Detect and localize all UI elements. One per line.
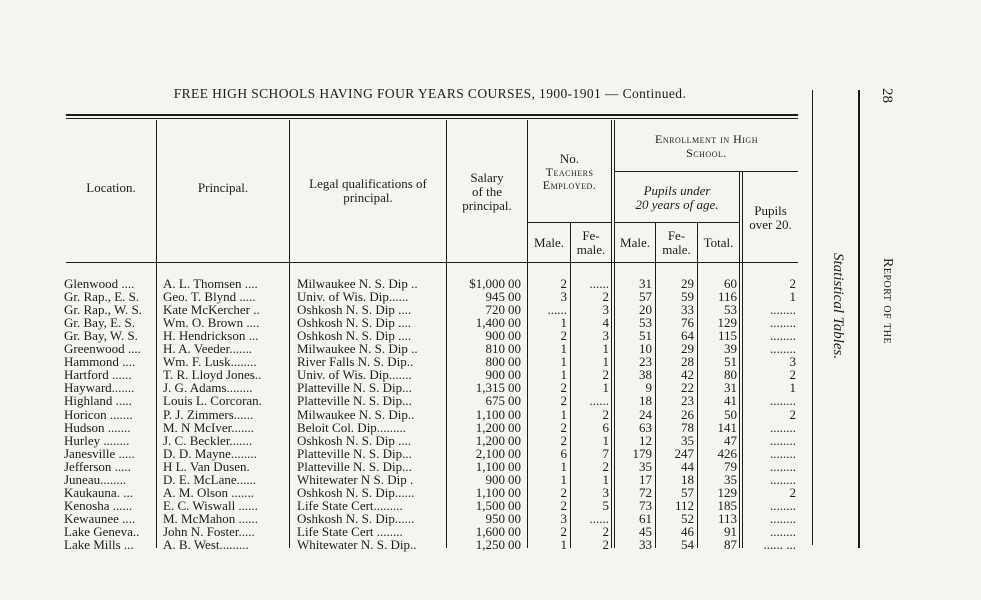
cell-cents: 00 [508,458,521,474]
cell-total: 141 [717,419,737,435]
cell-cents: 00 [508,393,521,409]
cell-t-male: 1 [560,315,567,331]
cell-over20: 2 [789,276,796,291]
cell-cents: 00 [508,341,521,357]
header-legal-2: principal. [343,190,393,205]
cell-total: 31 [724,380,737,396]
cell-t-female: 2 [602,367,609,383]
cell-total: 426 [717,445,737,461]
header-salary-3: principal. [462,198,512,213]
cell-p-female: 29 [681,276,694,291]
header-pupils-female-1: Fe- [667,228,686,243]
cell-total: 113 [717,510,737,526]
cell-t-male: 2 [560,380,567,396]
cell-t-female: 3 [602,328,609,344]
cell-t-male: 2 [560,484,567,500]
cell-p-female: 112 [674,497,694,513]
cell-qualification: Platteville N. S. Dip... [297,393,412,409]
cell-t-female: 3 [602,484,609,500]
header-pupils-total: Total. [703,235,734,250]
cell-t-male: 3 [560,289,567,305]
cell-cents: 00 [508,289,521,305]
cell-total: 79 [724,458,737,474]
cell-over20: ........ [770,432,796,448]
cell-total: 129 [717,484,737,500]
cell-t-female: ...... [589,510,609,526]
cell-salary: 1,500 [475,497,505,513]
cell-cents: 00 [508,302,521,318]
cell-principal: E. C. Wiswall ...... [163,497,258,513]
cell-over20: ........ [770,524,796,539]
cell-qualification: Platteville N. S. Dip... [297,445,412,461]
cell-t-female: 7 [602,445,609,461]
cell-total: 60 [724,276,737,291]
cell-qualification: Platteville N. S. Dip... [297,458,412,474]
cell-total: 35 [724,471,737,487]
cell-t-female: 3 [602,302,609,318]
cell-salary: 1,200 [475,432,505,448]
header-teachers-female-2: male. [576,242,606,257]
cell-t-female: 2 [602,406,609,422]
cell-t-male: ...... [547,302,567,318]
cell-cents: 00 [508,419,521,435]
cell-t-male: 1 [560,354,567,370]
cell-principal: Wm. F. Lusk........ [163,354,257,370]
cell-total: 53 [724,302,737,318]
cell-principal: A. M. Olson ....... [163,484,255,500]
cell-p-male: 61 [639,510,652,526]
cell-qualification: Milwaukee N. S. Dip .. [297,276,418,291]
rule-teachers-sub [528,222,611,223]
cell-qualification: Oshkosh N. S. Dip...... [297,510,415,526]
cell-p-female: 23 [681,393,694,409]
cell-t-male: 2 [560,524,567,539]
cell-over20: ........ [770,393,796,409]
cell-over20: ........ [770,341,796,357]
cell-salary: 810 [485,341,505,357]
cell-principal: J. G. Adams........ [163,380,253,396]
cell-t-male: 2 [560,432,567,448]
cell-over20: ........ [770,445,796,461]
cell-principal: John N. Foster..... [163,524,255,539]
cell-p-male: 179 [632,445,652,461]
cell-over20: ........ [770,458,796,474]
cell-p-male: 35 [639,458,652,474]
cell-principal: A. L. Thomsen .... [163,276,258,291]
rule-right-inner [812,90,813,545]
cell-qualification: Univ. of Wis. Dip....... [297,367,412,383]
cell-over20: 1 [789,289,796,305]
cell-cents: 00 [508,354,521,370]
cell-p-male: 51 [639,328,652,344]
cell-p-male: 12 [639,432,652,448]
cell-principal: M. N McIver....... [163,419,254,435]
cell-p-female: 64 [681,328,694,344]
cell-p-female: 29 [681,341,694,357]
cell-p-male: 57 [639,289,652,305]
cell-salary: 720 [485,302,505,318]
cell-principal: D. D. Mayne........ [163,445,257,461]
cell-total: 115 [717,328,737,344]
cell-qualification: Univ. of Wis. Dip...... [297,289,409,305]
side-title-statistical: Statistical Tables. [830,253,846,360]
cell-t-male: 2 [560,393,567,409]
cell-qualification: Life State Cert......... [297,497,403,513]
cell-cents: 00 [508,484,521,500]
header-pupils-male: Male. [620,235,650,250]
cell-location: Hurley ........ [64,432,130,448]
cell-p-female: 247 [674,445,694,461]
header-teachers-3: Employed. [542,178,597,192]
cell-t-male: 2 [560,419,567,435]
cell-t-female: 2 [602,458,609,474]
side-title-report: Report of the [880,258,895,345]
cell-qualification: Platteville N. S. Dip... [297,380,412,396]
cell-t-male: 1 [560,341,567,357]
cell-over20: ........ [770,471,796,487]
cell-p-female: 52 [681,510,694,526]
cell-total: 47 [724,432,737,448]
cell-p-female: 35 [681,432,694,448]
cell-cents: 00 [508,497,521,513]
cell-p-female: 26 [681,406,694,422]
cell-qualification: Milwaukee N. S. Dip.. [297,406,415,422]
cell-p-male: 20 [639,302,652,318]
cell-salary: 900 [485,367,505,383]
cell-p-female: 59 [681,289,694,305]
cell-over20: ........ [770,419,796,435]
cell-location: Kenosha ...... [64,497,133,513]
cell-location: Kaukauna. ... [64,484,133,500]
cell-salary: 1,600 [475,524,505,539]
rule-right-outer [858,90,860,548]
cell-qualification: Oshkosh N. S. Dip .... [297,302,412,318]
cell-p-female: 44 [681,458,694,474]
cell-t-female: 6 [602,419,609,435]
cell-p-male: 63 [639,419,652,435]
cell-over20: ........ [770,315,796,331]
cell-salary: 1,200 [475,419,505,435]
cell-location: Highland ..... [64,393,132,409]
cell-t-female: ...... [589,276,609,291]
cell-t-female: 5 [602,497,609,513]
cell-location: Glenwood .... [64,276,135,291]
cell-p-male: 10 [639,341,652,357]
cell-p-female: 42 [681,367,694,383]
cell-qualification: River Falls N. S. Dip.. [297,354,414,370]
cell-total: 51 [724,354,737,370]
cell-t-male: 1 [560,406,567,422]
cell-total: 80 [724,367,737,383]
cell-t-female: 1 [602,354,609,370]
header-teachers-female-1: Fe- [582,228,600,243]
cell-location: Kewaunee .... [64,510,136,526]
cell-total: 50 [724,406,737,422]
cell-p-male: 9 [645,380,652,396]
cell-p-male: 45 [639,524,652,539]
cell-t-male: 2 [560,276,567,291]
cell-over20: ...... ... [763,537,796,552]
cell-salary: 2,100 [475,445,505,461]
table-title: FREE HIGH SCHOOLS HAVING FOUR YEARS COURSES, 1900-1901 — Continued. [173,86,687,101]
cell-location: Gr. Rap., W. S. [64,302,143,318]
cell-principal: Kate McKercher .. [163,302,260,318]
cell-cents: 00 [508,524,521,539]
cell-p-male: 53 [639,315,652,331]
col-rule [611,120,612,548]
cell-location: Greenwood .... [64,341,141,357]
cell-p-female: 18 [681,471,694,487]
cell-qualification: Oshkosh N. S. Dip .... [297,315,412,331]
cell-t-female: 2 [602,524,609,539]
cell-t-male: 2 [560,497,567,513]
cell-cents: 00 [508,471,521,487]
cell-location: Horicon ....... [64,406,133,422]
header-teachers-male: Male. [534,235,564,250]
header-salary-1: Salary [470,170,504,185]
cell-principal: Wm. O. Brown .... [163,315,260,331]
cell-p-female: 28 [681,354,694,370]
cell-p-female: 33 [681,302,694,318]
cell-qualification: Whitewater N. S. Dip.. [297,537,417,552]
cell-total: 87 [724,537,737,552]
header-enrollment-2: School. [686,146,727,160]
header-salary-2: of the [472,184,502,199]
cell-p-male: 23 [639,354,652,370]
cell-principal: H. Hendrickson ... [163,328,259,344]
cell-qualification: Beloit Col. Dip......... [297,419,407,435]
cell-t-female: 1 [602,341,609,357]
cell-t-female: 2 [602,537,609,552]
cell-p-male: 33 [639,537,652,552]
cell-p-female: 54 [681,537,694,552]
cell-principal: J. C. Beckler....... [163,432,253,448]
cell-p-female: 78 [681,419,694,435]
cell-location: Juneau........ [64,471,127,487]
header-legal-1: Legal qualifications of [309,176,427,191]
cell-salary: 675 [485,393,505,409]
cell-salary: 900 [485,328,505,344]
cell-principal: A. B. West......... [163,537,249,552]
cell-location: Jefferson ..... [64,458,131,474]
cell-t-female: ...... [589,393,609,409]
cell-principal: M. McMahon ...... [163,510,258,526]
cell-p-female: 76 [681,315,694,331]
cell-t-male: 3 [560,510,567,526]
cell-qualification: Milwaukee N. S. Dip .. [297,341,418,357]
header-under20-2: 20 years of age. [635,197,719,212]
cell-p-male: 72 [639,484,652,500]
header-pupils-female-2: male. [662,242,691,257]
cell-t-female: 1 [602,380,609,396]
cell-total: 129 [717,315,737,331]
cell-cents: 00 [508,380,521,396]
cell-cents: 00 [508,276,521,291]
cell-cents: 00 [508,315,521,331]
cell-t-male: 6 [560,445,567,461]
cell-location: Lake Mills ... [64,537,134,552]
cell-cents: 00 [508,445,521,461]
cell-total: 41 [724,393,737,409]
cell-location: Janesville ..... [64,445,135,461]
cell-salary: 1,315 [475,380,505,396]
cell-cents: 00 [508,367,521,383]
rule-top-2 [66,118,798,119]
header-teachers-1: No. [559,151,580,166]
cell-location: Lake Geneva.. [64,524,140,539]
rule-enrollment-sub [615,171,798,172]
cell-total: 39 [724,341,737,357]
cell-t-female: 4 [602,315,609,331]
cell-total: 185 [717,497,737,513]
cell-over20: ........ [770,328,796,344]
cell-t-male: 1 [560,537,567,552]
cell-p-male: 38 [639,367,652,383]
cell-principal: Geo. T. Blynd ..... [163,289,256,305]
cell-over20: ........ [770,510,796,526]
cell-salary: 950 [485,510,505,526]
cell-qualification: Life State Cert ........ [297,524,403,539]
page-number: 28 [879,88,895,103]
cell-total: 91 [724,524,737,539]
cell-t-female: 2 [602,289,609,305]
rule-top-1 [66,114,798,116]
header-teachers-2: Teachers [545,165,594,179]
cell-salary: 1,100 [475,484,505,500]
cell-t-male: 1 [560,471,567,487]
cell-qualification: Whitewater N S. Dip . [297,471,414,487]
rule-header-bottom [66,262,798,263]
cell-location: Hartford ...... [64,367,132,383]
cell-qualification: Oshkosh N. S. Dip .... [297,432,412,448]
cell-salary: 1,100 [475,406,505,422]
cell-p-male: 24 [639,406,652,422]
cell-location: Hayward....... [64,380,135,396]
cell-over20: ........ [770,497,796,513]
header-location: Location. [86,180,136,195]
cell-over20: ........ [770,302,796,318]
cell-over20: 1 [789,380,796,396]
cell-principal: D. E. McLane...... [163,471,257,487]
cell-over20: 2 [789,367,796,383]
header-over20-1: Pupils [754,203,787,218]
cell-salary: 1,100 [475,458,505,474]
cell-p-male: 18 [639,393,652,409]
cell-salary: 900 [485,471,505,487]
cell-p-female: 57 [681,484,694,500]
cell-location: Hudson ....... [64,419,131,435]
cell-p-male: 31 [639,276,652,291]
cell-principal: T. R. Lloyd Jones.. [163,367,262,383]
col-rule [739,172,740,548]
rule-under20-sub [615,222,739,223]
cell-salary: 1,400 [475,315,505,331]
header-under20-1: Pupils under [643,183,711,198]
cell-salary: $1,000 [469,276,505,291]
cell-over20: 2 [789,484,796,500]
cell-t-female: 1 [602,432,609,448]
cell-principal: H. A. Veeder....... [163,341,252,357]
header-over20-2: over 20. [749,217,792,232]
cell-location: Gr. Bay, E. S. [64,315,136,331]
cell-p-male: 73 [639,497,652,513]
cell-principal: P. J. Zimmers...... [163,406,254,422]
cell-qualification: Oshkosh N. S. Dip .... [297,328,412,344]
cell-total: 116 [717,289,737,305]
cell-t-male: 2 [560,328,567,344]
cell-location: Hammond .... [64,354,136,370]
cell-principal: H L. Van Dusen. [163,458,250,474]
cell-principal: Louis L. Corcoran. [163,393,262,409]
cell-p-female: 46 [681,524,694,539]
cell-p-male: 17 [639,471,652,487]
cell-salary: 800 [485,354,505,370]
cell-p-female: 22 [681,380,694,396]
cell-t-male: 1 [560,458,567,474]
cell-qualification: Oshkosh N. S. Dip...... [297,484,415,500]
cell-salary: 945 [485,289,505,305]
cell-over20: 2 [789,406,796,422]
header-enrollment-1: Enrollment in High [655,132,758,146]
cell-location: Gr. Bay, W. S. [64,328,138,344]
cell-salary: 1,250 [475,537,505,552]
cell-t-female: 1 [602,471,609,487]
cell-cents: 00 [508,537,521,552]
cell-location: Gr. Rap., E. S. [64,289,140,305]
cell-t-male: 1 [560,367,567,383]
cell-cents: 00 [508,432,521,448]
cell-over20: 3 [789,354,796,370]
cell-cents: 00 [508,406,521,422]
cell-cents: 00 [508,328,521,344]
header-principal: Principal. [197,180,249,195]
cell-cents: 00 [508,510,521,526]
